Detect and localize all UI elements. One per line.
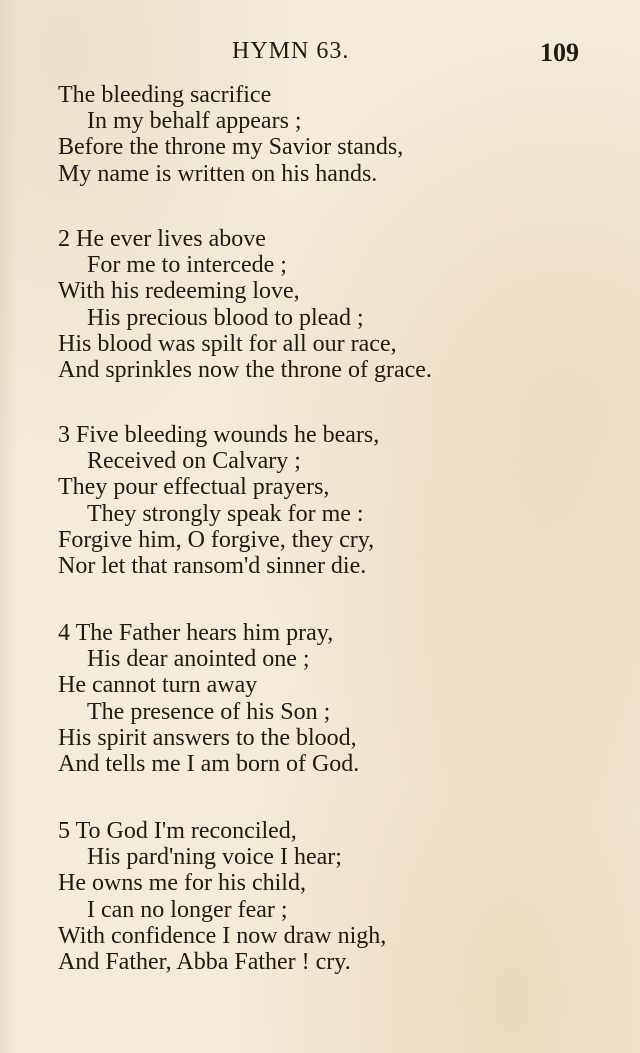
verse-line: Forgive him, O forgive, they cry, xyxy=(58,526,375,553)
verse-line: I can no longer fear ; xyxy=(87,896,288,923)
verse-line: He cannot turn away xyxy=(58,672,258,699)
verse-line: They strongly speak for me : xyxy=(87,500,364,527)
verse-line: And Father, Abba Father ! cry. xyxy=(58,949,351,976)
verse-line: With his redeeming love, xyxy=(58,278,300,305)
verse-line: Received on Calvary ; xyxy=(87,448,301,475)
verse-line: His spirit answers to the blood, xyxy=(58,724,357,751)
verse-line: Nor let that ransom'd sinner die. xyxy=(58,553,367,580)
page-number: 109 xyxy=(540,38,579,67)
verse-line: With confidence I now draw nigh, xyxy=(58,922,387,949)
verse-line: He owns me for his child, xyxy=(58,870,306,897)
stanza-1 xyxy=(58,82,403,187)
stanza-4 xyxy=(58,620,359,777)
verse-line: 5 To God I'm reconciled, xyxy=(58,818,297,844)
verse-line: They pour effectual prayers, xyxy=(58,474,330,501)
verse-line: Before the throne my Savior stands, xyxy=(58,134,404,161)
verse-line: His blood was spilt for all our race, xyxy=(58,330,397,357)
verse-line: 3 Five bleeding wounds he bears, xyxy=(58,422,380,448)
stanza-3 xyxy=(58,422,379,579)
verse-line: In my behalf appears ; xyxy=(87,108,302,135)
verse-line: The presence of his Son ; xyxy=(87,698,331,725)
verse-line: And tells me I am born of God. xyxy=(58,751,360,778)
stanza-5 xyxy=(58,818,386,975)
page-header xyxy=(0,38,640,70)
verse-line: 2 He ever lives above xyxy=(58,226,266,252)
verse-line: His precious blood to plead ; xyxy=(87,304,364,331)
verse-line: His dear anointed one ; xyxy=(87,646,310,673)
verse-line: For me to intercede ; xyxy=(87,252,287,279)
hymn-title: HYMN 63. xyxy=(232,38,350,64)
verse-line: His pard'ning voice I hear; xyxy=(87,844,342,871)
verse-line: The bleeding sacrifice xyxy=(58,82,272,108)
verse-line: 4 The Father hears him pray, xyxy=(58,620,334,646)
verse-line: And sprinkles now the throne of grace. xyxy=(58,357,432,384)
verse-line: My name is written on his hands. xyxy=(58,160,378,187)
stanza-2 xyxy=(58,226,432,383)
